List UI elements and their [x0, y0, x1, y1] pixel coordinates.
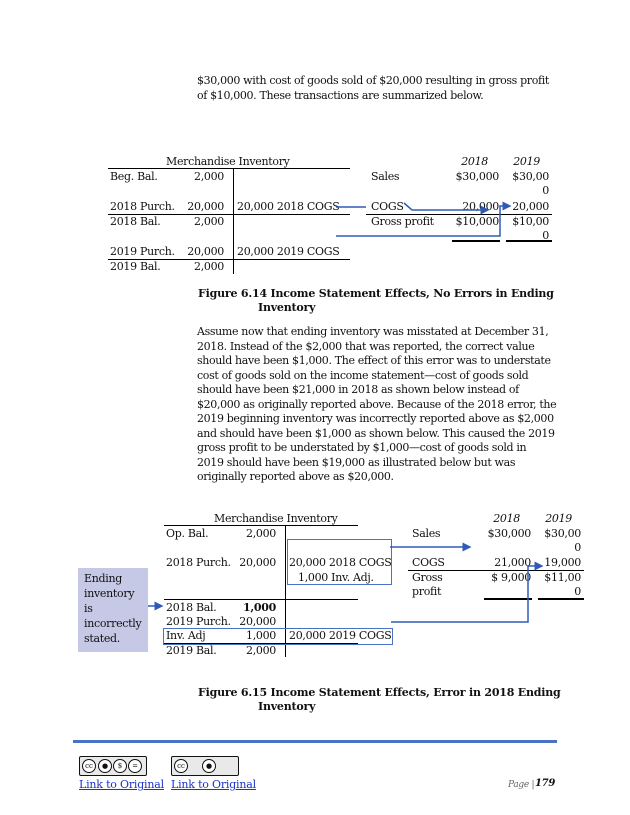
t-row-label: Op. Bal.	[166, 527, 209, 540]
page-number: 179	[535, 778, 555, 789]
callout-box: Ending inventory is incorrectly stated.	[78, 568, 148, 652]
is-2019-value: $30,00	[512, 170, 549, 183]
t-row-debit: 2,000	[246, 644, 276, 657]
t-account-title: Merchandise Inventory	[214, 512, 338, 525]
is-2019-value: $11,00	[544, 571, 581, 584]
year-header: 2019	[513, 155, 540, 168]
is-row-label: COGS	[412, 556, 445, 569]
flow-arrows	[0, 0, 630, 300]
page-label: Page |	[508, 780, 535, 790]
is-2019-value-wrap: 0	[574, 585, 581, 598]
t-row-debit: 1,000	[243, 601, 276, 614]
flow-arrows	[0, 500, 630, 670]
t-row-debit: 2,000	[194, 215, 224, 228]
nd-icon: =	[128, 759, 142, 773]
t-row-label: 2018 Bal.	[166, 601, 217, 614]
t-row-debit: 20,000	[239, 556, 276, 569]
t-row-credit: 20,000 2019 COGS	[289, 629, 392, 642]
t-account-title: Merchandise Inventory	[166, 155, 290, 168]
figure-caption-cont: Inventory	[258, 301, 316, 314]
is-2018-value: $30,000	[455, 170, 499, 183]
figure-caption: Figure 6.14 Income Statement Effects, No Errors in Ending	[198, 287, 554, 300]
is-row-label: Gross	[412, 571, 443, 584]
t-row-debit: 20,000	[239, 615, 276, 628]
year-header: 2018	[493, 512, 520, 525]
is-2019-value-wrap: 0	[542, 184, 549, 197]
footer-rule	[73, 740, 557, 743]
cc-icon: cc	[174, 759, 188, 773]
link-to-original[interactable]: Link to Original	[171, 778, 256, 791]
t-row-credit: 20,000 2019 COGS	[237, 245, 340, 258]
t-row-debit: 1,000	[246, 629, 276, 642]
t-row-debit: 2,000	[194, 170, 224, 183]
is-2018-value: $30,000	[487, 527, 531, 540]
t-row-label: 2018 Purch.	[110, 200, 175, 213]
t-row-credit: 20,000 2018 COGS	[237, 200, 340, 213]
t-row-label: 2019 Purch.	[110, 245, 175, 258]
t-row-debit: 20,000	[187, 245, 224, 258]
nc-icon: $	[113, 759, 127, 773]
t-row-debit: 20,000	[187, 200, 224, 213]
is-2019-value: 20,000	[512, 200, 549, 213]
is-2019-value: $10,00	[512, 215, 549, 228]
is-row-label: COGS	[371, 200, 404, 213]
cogs-2018-arrow	[404, 203, 488, 210]
intro-text: $30,000 with cost of goods sold of $20,000 resulting in gross profit of $10,000. These transactions are summarized below.	[197, 74, 549, 102]
by-icon: ●	[98, 759, 112, 773]
cc-by-badge[interactable]	[171, 756, 239, 776]
t-row-label: 2019 Bal.	[110, 260, 161, 273]
t-row-debit: 2,000	[246, 527, 276, 540]
figure-caption: Figure 6.15 Income Statement Effects, Error in 2018 Ending	[198, 686, 561, 699]
by-icon: ●	[202, 759, 216, 773]
is-2018-value: $ 9,000	[491, 571, 531, 584]
link-to-original[interactable]: Link to Original	[79, 778, 164, 791]
is-2018-value: 21,000	[494, 556, 531, 569]
cc-by-nc-nd-badge[interactable]	[79, 756, 147, 776]
t-row-credit: 20,000 2018 COGS	[289, 556, 392, 569]
t-row-label: Inv. Adj	[166, 629, 206, 642]
is-2019-value-wrap: 0	[542, 229, 549, 242]
is-row-label: Sales	[371, 170, 400, 183]
adjustment-to-2019-arrow	[391, 566, 542, 622]
figure-caption-cont: Inventory	[258, 700, 316, 713]
is-row-label-cont: profit	[412, 585, 442, 598]
body-paragraph: Assume now that ending inventory was misstated at December 31, 2018. Instead of the $2,000 that was reported, the correct value should have been $1,000. The effect of this error was to understate cost of goods sold on the income statement—cost of goods sold should have been $21,000 in 2018 as shown below instead of $20,000 as originally reported above. Because of the 2018 error, the 2019 beginning inventory was incorrectly reported above as $2,000 and should have been $1,000 as shown below. This caused the 2019 gross profit to be understated by $1,000—cost of goods sold in 2019 should have been $19,000 as illustrated below but was originally reported above as $20,000.	[197, 325, 557, 483]
is-row-label: Sales	[412, 527, 441, 540]
t-row-credit: 1,000 Inv. Adj.	[298, 571, 374, 584]
year-header: 2019	[545, 512, 572, 525]
is-2018-value: 20,000	[462, 200, 499, 213]
cc-icon: cc	[82, 759, 96, 773]
is-2019-value: $30,00	[544, 527, 581, 540]
is-row-label: Gross profit	[371, 215, 434, 228]
t-row-debit: 2,000	[194, 260, 224, 273]
is-2018-value: $10,000	[455, 215, 499, 228]
is-2019-value-wrap: 0	[574, 541, 581, 554]
t-row-label: 2018 Bal.	[110, 215, 161, 228]
is-2019-value: 19,000	[544, 556, 581, 569]
t-row-label: 2018 Purch.	[166, 556, 231, 569]
t-row-label: 2019 Bal.	[166, 644, 217, 657]
t-row-label: Beg. Bal.	[110, 170, 158, 183]
t-row-label: 2019 Purch.	[166, 615, 231, 628]
year-header: 2018	[461, 155, 488, 168]
